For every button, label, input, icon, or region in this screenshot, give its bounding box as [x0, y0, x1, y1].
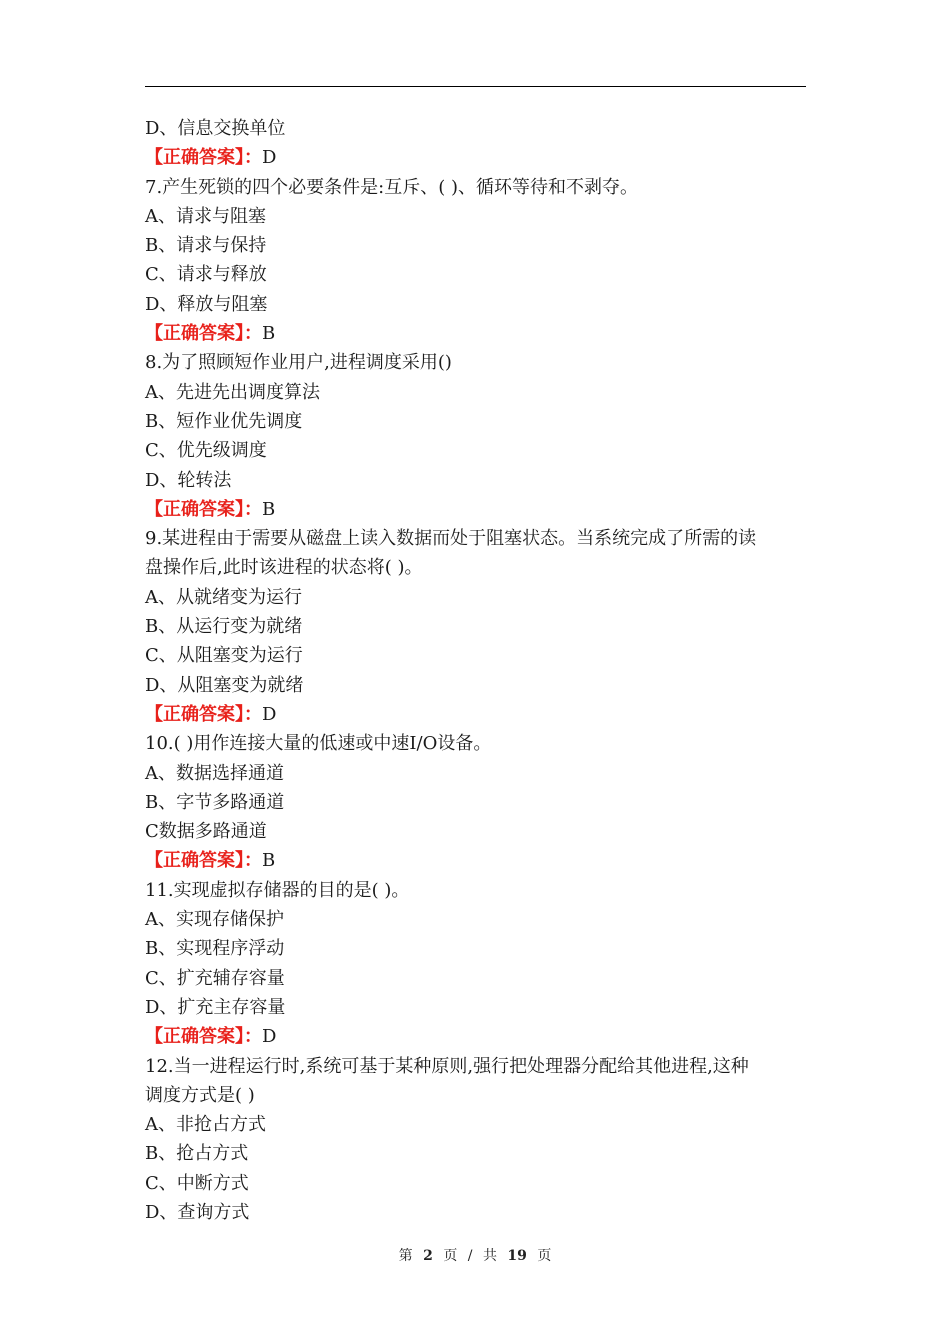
answer-value: B — [262, 323, 276, 345]
text-line: C、优先级调度 — [145, 440, 267, 462]
text-line: 10.( )用作连接大量的低速或中速I/O设备。 — [145, 733, 492, 755]
text-line: D、信息交换单位 — [145, 118, 286, 139]
footer-total-prefix: 共 — [482, 1248, 497, 1264]
text-line: C、扩充辅存容量 — [145, 967, 285, 989]
text-line: B、请求与保持 — [145, 235, 267, 257]
text-line: 调度方式是( ) — [145, 1084, 255, 1106]
text-line: 盘操作后,此时该进程的状态将( )。 — [145, 557, 423, 579]
footer-prefix: 第 — [398, 1248, 413, 1264]
text-line: 7.产生死锁的四个必要条件是:互斥、( )、循环等待和不剥夺。 — [145, 176, 639, 198]
text-line: B、从运行变为就绪 — [145, 616, 303, 638]
text-line: D、释放与阻塞 — [145, 293, 268, 315]
answer-line — [145, 846, 810, 875]
answer-line — [145, 700, 810, 729]
text-line: D、扩充主存容量 — [145, 996, 286, 1018]
answer-label: 【正确答案】： — [145, 323, 262, 345]
question-list — [145, 114, 810, 1227]
text-line: A、实现存储保护 — [145, 909, 284, 931]
answer-label: 【正确答案】： — [145, 703, 262, 725]
page-footer — [0, 1245, 950, 1265]
answer-value: D — [262, 703, 277, 725]
answer-line — [145, 143, 810, 172]
answer-value: D — [262, 147, 277, 169]
answer-line — [145, 319, 810, 348]
text-line: A、数据选择通道 — [145, 762, 284, 784]
text-line: D、从阻塞变为就绪 — [145, 674, 304, 696]
answer-label: 【正确答案】： — [145, 1026, 262, 1048]
text-line: 8.为了照顾短作业用户,进程调度采用() — [145, 352, 452, 374]
answer-label: 【正确答案】： — [145, 147, 262, 169]
answer-line — [145, 495, 810, 524]
text-line: D、查询方式 — [145, 1201, 250, 1223]
footer-total-pages: 19 — [507, 1248, 527, 1264]
text-line: A、先进先出调度算法 — [145, 381, 320, 403]
answer-line — [145, 1022, 810, 1051]
answer-value: B — [262, 850, 276, 872]
text-line: C数据多路通道 — [145, 821, 267, 843]
text-line: 9.某进程由于需要从磁盘上读入数据而处于阻塞状态。当系统完成了所需的读 — [145, 528, 757, 550]
header-rule — [145, 86, 806, 87]
text-line: A、非抢占方式 — [145, 1114, 266, 1136]
text-line: C、请求与释放 — [145, 264, 267, 286]
footer-separator: / — [467, 1248, 473, 1264]
text-line: A、从就绪变为运行 — [145, 586, 302, 608]
text-line: A、请求与阻塞 — [145, 205, 266, 227]
footer-current-page: 2 — [423, 1248, 433, 1264]
text-line: B、抢占方式 — [145, 1143, 249, 1165]
answer-label: 【正确答案】： — [145, 498, 262, 520]
text-line: C、从阻塞变为运行 — [145, 645, 303, 667]
answer-value: B — [262, 498, 276, 520]
text-line: C、中断方式 — [145, 1172, 249, 1194]
text-line: B、实现程序浮动 — [145, 938, 285, 960]
text-line: 11.实现虚拟存储器的目的是( )。 — [145, 879, 410, 901]
footer-suffix: 页 — [537, 1248, 552, 1264]
text-line: D、轮转法 — [145, 469, 232, 491]
text-line: B、字节多路通道 — [145, 791, 285, 813]
footer-page-word: 页 — [443, 1248, 458, 1264]
text-line: 12.当一进程运行时,系统可基于某种原则,强行把处理器分配给其他进程,这种 — [145, 1055, 749, 1077]
text-line: B、短作业优先调度 — [145, 410, 303, 432]
answer-label: 【正确答案】： — [145, 850, 262, 872]
answer-value: D — [262, 1026, 277, 1048]
